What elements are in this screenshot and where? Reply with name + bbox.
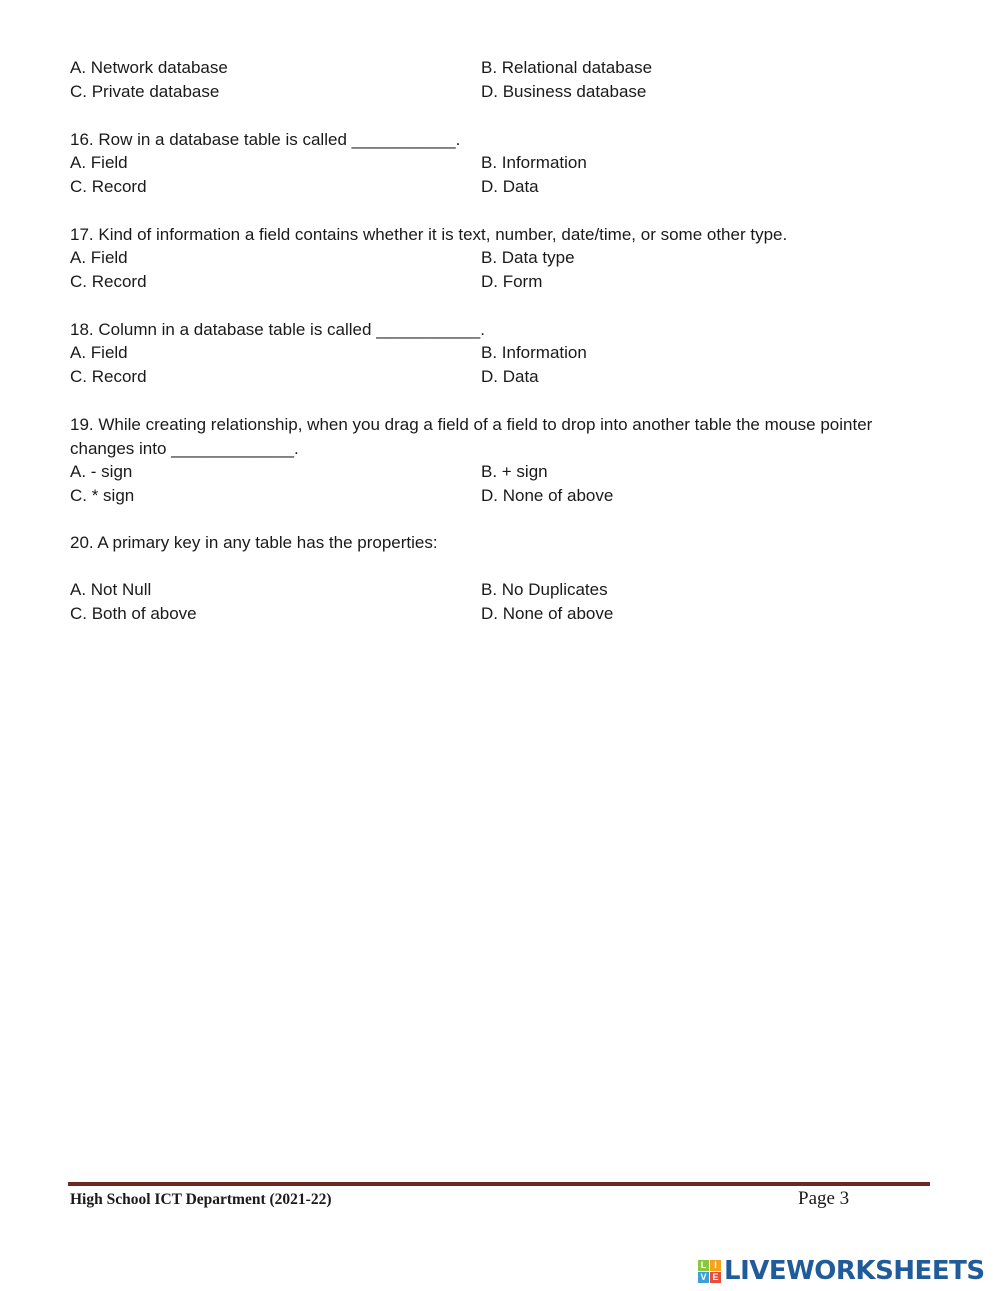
q20-question: 20. A primary key in any table has the properties: <box>70 533 438 552</box>
q18-question: 18. Column in a database table is called ___________. <box>70 320 485 339</box>
q18-option-a: A. Field <box>70 343 128 362</box>
logo-blocks-icon <box>698 1260 721 1283</box>
q20-option-c: C. Both of above <box>70 604 197 623</box>
q19-option-b: B. + sign <box>481 462 548 481</box>
footer-divider <box>68 1182 930 1186</box>
q16-option-d: D. Data <box>481 177 539 196</box>
liveworksheets-logo[interactable] <box>698 1256 985 1286</box>
logo-block-l: L <box>698 1260 709 1271</box>
logo-text: LIVEWORKSHEETS <box>724 1256 985 1286</box>
q19-option-c: C. * sign <box>70 486 135 505</box>
q17-option-c: C. Record <box>70 272 147 291</box>
q17-option-a: A. Field <box>70 248 128 267</box>
q18-option-d: D. Data <box>481 367 539 386</box>
q18-option-b: B. Information <box>481 343 587 362</box>
q17-option-d: D. Form <box>481 272 543 291</box>
q17-question: 17. Kind of information a field contains whether it is text, number, date/time, or some other type. <box>70 225 788 244</box>
q19-option-d: D. None of above <box>481 486 614 505</box>
q15-option-d: D. Business database <box>481 82 647 101</box>
logo-block-e: E <box>710 1272 721 1283</box>
q19-option-a: A. - sign <box>70 462 133 481</box>
footer-department: High School ICT Department (2021-22) <box>70 1191 332 1208</box>
q20-option-b: B. No Duplicates <box>481 580 608 599</box>
q20-option-a: A. Not Null <box>70 580 152 599</box>
q16-option-c: C. Record <box>70 177 147 196</box>
q16-option-a: A. Field <box>70 153 128 172</box>
q17-option-b: B. Data type <box>481 248 575 267</box>
logo-block-i: I <box>710 1260 721 1271</box>
q16-option-b: B. Information <box>481 153 587 172</box>
q16-question: 16. Row in a database table is called ___________. <box>70 130 461 149</box>
q15-option-b: B. Relational database <box>481 58 653 77</box>
q19-question-line1: 19. While creating relationship, when you drag a field of a field to drop into another table the mouse pointer <box>70 415 873 434</box>
q19-question-line2: changes into _____________. <box>70 439 299 458</box>
q18-option-c: C. Record <box>70 367 147 386</box>
q15-option-a: A. Network database <box>70 58 228 77</box>
q20-option-d: D. None of above <box>481 604 614 623</box>
logo-block-v: V <box>698 1272 709 1283</box>
q15-option-c: C. Private database <box>70 82 220 101</box>
footer-page-number: Page 3 <box>798 1188 850 1209</box>
